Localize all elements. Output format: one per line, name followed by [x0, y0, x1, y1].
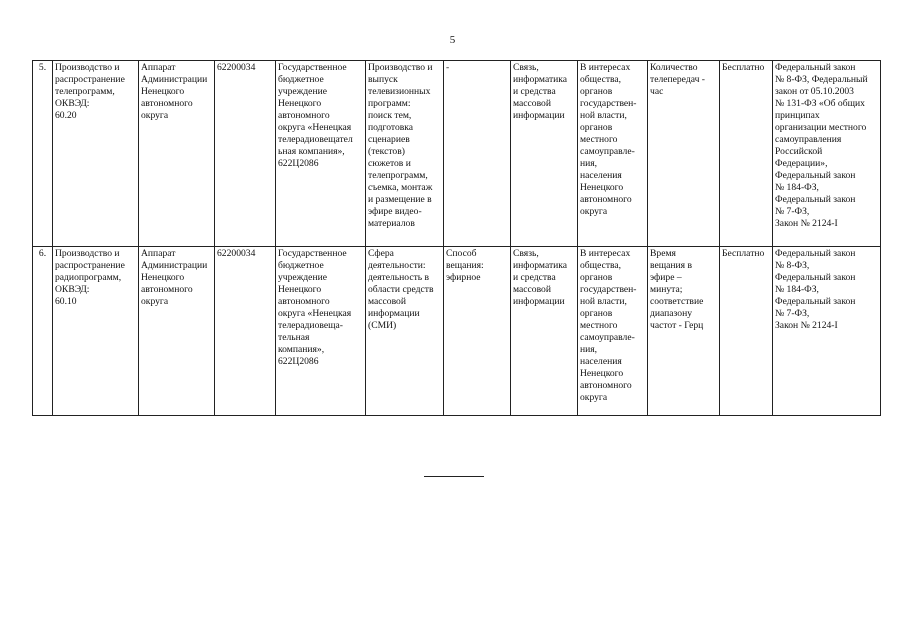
provider-cell: Государственное бюджетное учреждение Ненецкого автономного округа «Ненецкая телерадиовещател ьная компания», 622Ц2086 [276, 61, 366, 247]
code-cell: 62200034 [215, 61, 276, 247]
legal-basis-cell: Федеральный закон № 8-ФЗ, Федеральный закон № 184-ФЗ, Федеральный закон № 7-ФЗ, Закон № 2124-I [773, 247, 881, 416]
authority-cell: Аппарат Администрации Ненецкого автономного округа [139, 61, 215, 247]
services-registry-table [32, 60, 881, 416]
row-number: 5. [33, 61, 53, 247]
conditions-cell: - [444, 61, 511, 247]
activity-cell: Производство и распространение телепрограмм, ОКВЭД: 60.20 [53, 61, 139, 247]
code-cell: 62200034 [215, 247, 276, 416]
consumers-cell: В интересах общества, органов государствен- ной власти, органов местного самоуправле- ния, населения Ненецкого автономного округа [578, 247, 648, 416]
authority-cell: Аппарат Администрации Ненецкого автономного округа [139, 247, 215, 416]
payment-cell: Бесплатно [720, 61, 773, 247]
provider-cell: Государственное бюджетное учреждение Ненецкого автономного округа «Ненецкая телерадиовеща- тельная компания», 622Ц2086 [276, 247, 366, 416]
indicator-cell: Количество телепередач - час [648, 61, 720, 247]
table-row [33, 61, 881, 247]
content-cell: Сфера деятельности: деятельность в области средств массовой информации (СМИ) [366, 247, 444, 416]
content-cell: Производство и выпуск телевизионных программ: поиск тем, подготовка сценариев (текстов) сюжетов и телепрограмм, съемка, монтаж и размещение в эфире видео- материалов [366, 61, 444, 247]
legal-basis-cell: Федеральный закон № 8-ФЗ, Федеральный закон от 05.10.2003 № 131-ФЗ «Об общих принципах организации местного самоуправления Российской Федерации», Федеральный закон № 184-ФЗ, Федеральный закон № 7-ФЗ, Закон № 2124-I [773, 61, 881, 247]
closing-rule [424, 476, 484, 477]
sphere-cell: Связь, информатика и средства массовой информации [511, 61, 578, 247]
consumers-cell: В интересах общества, органов государствен- ной власти, органов местного самоуправле- ния, населения Ненецкого автономного округа [578, 61, 648, 247]
indicator-cell: Время вещания в эфире – минута; соответствие диапазону частот - Герц [648, 247, 720, 416]
page-number: 5 [449, 34, 456, 46]
activity-cell: Производство и распространение радиопрограмм, ОКВЭД: 60.10 [53, 247, 139, 416]
table-row [33, 247, 881, 416]
payment-cell: Бесплатно [720, 247, 773, 416]
conditions-cell: Способ вещания: эфирное [444, 247, 511, 416]
row-number: 6. [33, 247, 53, 416]
sphere-cell: Связь, информатика и средства массовой информации [511, 247, 578, 416]
